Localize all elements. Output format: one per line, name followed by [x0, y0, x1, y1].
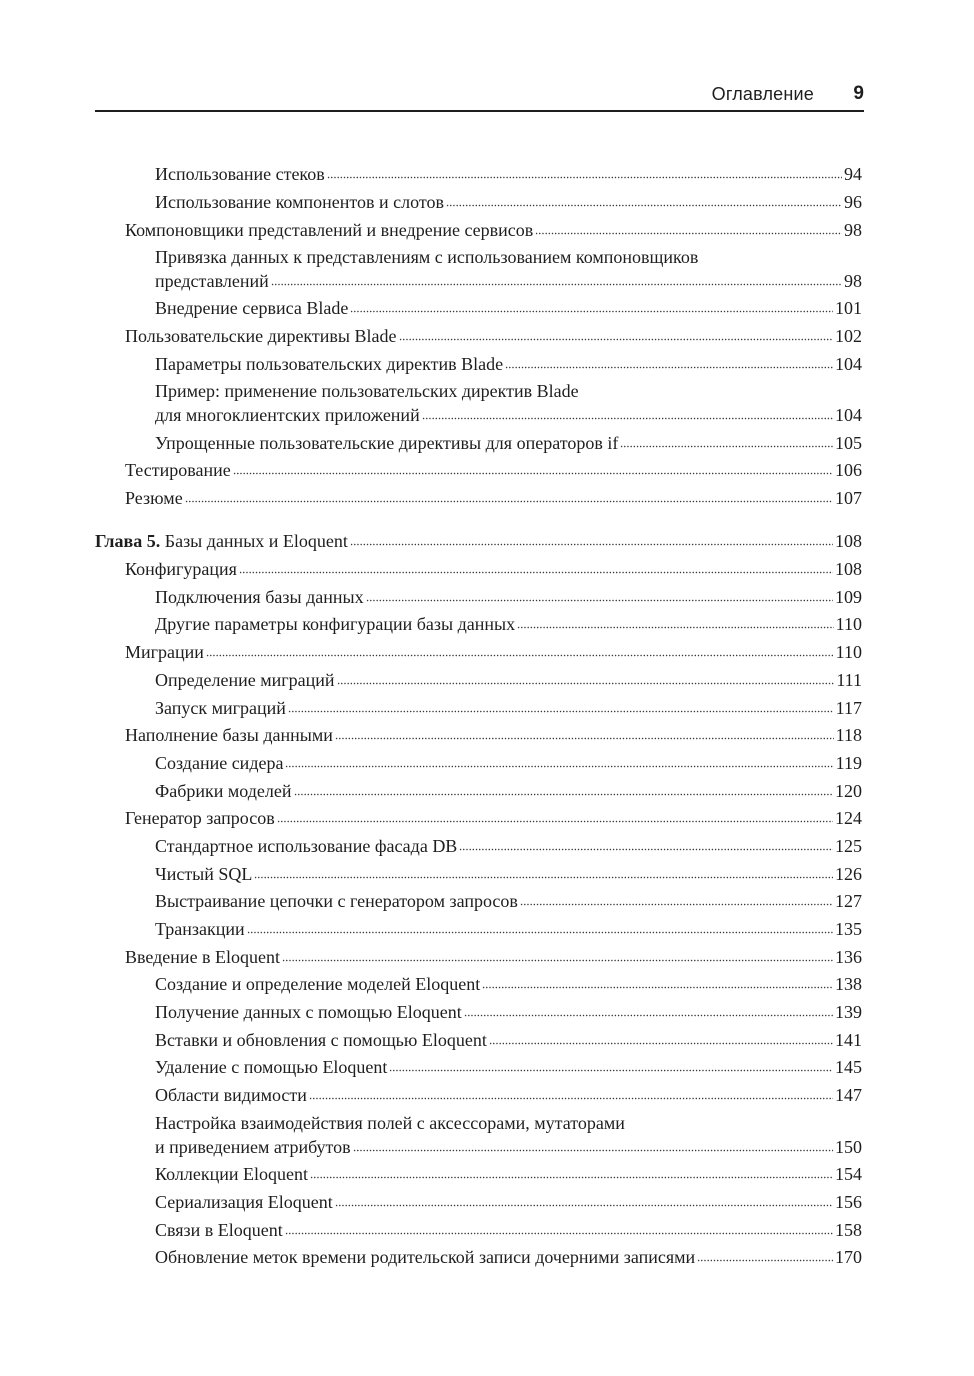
toc-entry-page: 150 — [835, 1137, 862, 1157]
toc-entry-title: Вставки и обновления с помощью Eloquent — [155, 1030, 487, 1050]
dot-leader — [350, 542, 833, 547]
toc-entry-title: Параметры пользовательских директив Blade — [155, 354, 504, 374]
toc-entry-title: Миграции — [125, 642, 204, 662]
dot-leader — [288, 709, 834, 714]
toc-entry-page: 101 — [835, 298, 862, 318]
dot-leader — [366, 598, 833, 603]
toc-entry-title: Компоновщики представлений и внедрение сервисов — [125, 220, 534, 240]
toc-entry-title: Создание и определение моделей Eloquent — [155, 974, 481, 994]
dot-leader — [505, 365, 833, 370]
toc-entry-page: 104 — [835, 354, 862, 374]
dot-leader — [247, 930, 833, 935]
dot-leader — [254, 875, 833, 880]
toc-entry-page: 138 — [835, 974, 862, 994]
toc-entry-page: 110 — [835, 614, 862, 634]
toc-entry-page: 147 — [835, 1085, 862, 1105]
toc-entry-factories[interactable] — [155, 779, 862, 803]
dot-leader — [335, 736, 834, 741]
dot-leader — [310, 1175, 833, 1180]
toc-entry-db-connections[interactable] — [155, 585, 862, 609]
toc-entry-title: Сериализация Eloquent — [155, 1192, 333, 1212]
toc-entry-title: Обновление меток времени родительской записи дочерними записями — [155, 1247, 696, 1267]
toc-entry-title: Использование стеков — [155, 164, 325, 184]
toc-entry-page: 135 — [835, 919, 862, 939]
toc-entry-page: 111 — [836, 670, 862, 690]
toc-entry-page: 98 — [844, 271, 862, 291]
toc-entry-binding[interactable] — [155, 269, 862, 293]
toc-entry-run-migrations[interactable] — [155, 696, 862, 720]
toc-entry-page: 125 — [835, 836, 862, 856]
dot-leader — [482, 985, 833, 990]
toc-entry-page: 117 — [835, 698, 862, 718]
dot-leader — [309, 1096, 833, 1101]
toc-entry-create-models[interactable] — [155, 972, 862, 996]
toc-entry-delete[interactable] — [155, 1055, 862, 1079]
toc-entry-title: Тестирование — [125, 460, 231, 480]
dot-leader — [335, 1203, 833, 1208]
running-header — [95, 82, 864, 112]
toc-entry-page: 108 — [835, 531, 862, 551]
toc-entry-title: Получение данных с помощью Eloquent — [155, 1002, 462, 1022]
dot-leader — [697, 1258, 833, 1263]
page-number: 9 — [853, 83, 864, 104]
dot-leader — [285, 764, 833, 769]
toc-entry-title: Создание сидера — [155, 753, 284, 773]
dot-leader — [337, 681, 835, 686]
toc-entry-create-seeder[interactable] — [155, 751, 862, 775]
toc-chapter-5[interactable] — [95, 529, 862, 553]
toc-entry-relations[interactable] — [155, 1218, 862, 1242]
toc-entry-db-facade[interactable] — [155, 834, 862, 858]
toc-entry-migrations[interactable] — [125, 640, 862, 664]
dot-leader — [271, 282, 842, 287]
toc-entry-title: Введение в Eloquent — [125, 947, 281, 967]
toc-entry-title: Транзакции — [155, 919, 245, 939]
toc-entry-collections[interactable] — [155, 1162, 862, 1186]
toc-entry-page: 102 — [835, 326, 862, 346]
dot-leader — [489, 1041, 833, 1046]
toc-entry-page: 156 — [835, 1192, 862, 1212]
toc-entry-title: Связи в Eloquent — [155, 1220, 283, 1240]
toc-entry-title: Фабрики моделей — [155, 781, 292, 801]
toc-entry-testing[interactable] — [125, 458, 862, 482]
toc-entry-page: 127 — [835, 891, 862, 911]
dot-leader — [327, 175, 842, 180]
toc-entry-page: 106 — [835, 460, 862, 480]
toc-entry-page: 109 — [835, 587, 862, 607]
toc-entry-page: 118 — [835, 725, 862, 745]
toc-entry-composers[interactable] — [125, 218, 862, 242]
toc-entry-page: 108 — [835, 559, 862, 579]
toc-entry-summary[interactable] — [125, 486, 862, 510]
toc-entry-page: 124 — [835, 808, 862, 828]
toc-entry-page: 107 — [835, 488, 862, 508]
toc-entry-title: Стандартное использование фасада DB — [155, 836, 458, 856]
dot-leader — [389, 1068, 833, 1073]
toc-entry-page: 94 — [844, 164, 862, 184]
toc-entry-title: Генератор запросов — [125, 808, 275, 828]
dot-leader — [620, 444, 833, 449]
dot-leader — [239, 570, 833, 575]
dot-leader — [353, 1148, 833, 1153]
toc-entry-title: представлений — [155, 271, 269, 291]
toc-entry-title: Резюме — [125, 488, 183, 508]
toc-entry-serialization[interactable] — [155, 1190, 862, 1214]
toc-entry-chaining[interactable] — [155, 889, 862, 913]
toc-entry-raw-sql[interactable] — [155, 862, 862, 886]
toc-entry-page: 119 — [835, 753, 862, 773]
toc-entry-page: 110 — [835, 642, 862, 662]
toc-entry-transactions[interactable] — [155, 917, 862, 941]
dot-leader — [285, 1231, 833, 1236]
toc-entry-title: для многоклиентских приложений — [155, 405, 420, 425]
toc-entry-page: 126 — [835, 864, 862, 884]
toc-entry-page: 104 — [835, 405, 862, 425]
chapter-title: Базы данных и Eloquent — [164, 531, 348, 551]
dot-leader — [422, 416, 833, 421]
dot-leader — [520, 902, 833, 907]
toc-entry-binding-line1[interactable]: Привязка данных к представлениям с использованием компоновщиков — [155, 247, 699, 267]
toc-entry-title: Пользовательские директивы Blade — [125, 326, 397, 346]
toc-entry-seeding[interactable] — [125, 723, 862, 747]
toc-entry-title: Удаление с помощью Eloquent — [155, 1057, 388, 1077]
toc-entry-query-builder[interactable] — [125, 806, 862, 830]
toc-entry-title: Подключения базы данных — [155, 587, 364, 607]
toc-entry-page: 158 — [835, 1220, 862, 1240]
chapter-label: Глава 5. — [95, 531, 161, 551]
toc-entry-title: Внедрение сервиса Blade — [155, 298, 349, 318]
dot-leader — [294, 792, 833, 797]
toc-entry-directive-params[interactable] — [155, 352, 862, 376]
toc-entry-simplified[interactable] — [155, 431, 862, 455]
toc-entry-title: Наполнение базы данными — [125, 725, 333, 745]
dot-leader — [282, 958, 833, 963]
toc-entry-page: 96 — [844, 192, 862, 212]
dot-leader — [233, 471, 833, 476]
toc-entry-example[interactable] — [155, 403, 862, 427]
dot-leader — [399, 337, 833, 342]
toc-entry-example-line1[interactable]: Пример: применение пользовательских директив Blade — [155, 381, 579, 401]
toc-entry-scopes[interactable] — [155, 1083, 862, 1107]
toc-entry-retrieve[interactable] — [155, 1000, 862, 1024]
dot-leader — [446, 203, 842, 208]
dot-leader — [535, 231, 842, 236]
toc-entry-custom-directives[interactable] — [125, 324, 862, 348]
toc-entry-components[interactable] — [155, 190, 862, 214]
toc-entry-page: 141 — [835, 1030, 862, 1050]
toc-entry-config[interactable] — [125, 557, 862, 581]
toc-entry-title: Использование компонентов и слотов — [155, 192, 444, 212]
toc-entry-title: Области видимости — [155, 1085, 307, 1105]
toc-entry-service-inject[interactable] — [155, 296, 862, 320]
toc-entry-title: Конфигурация — [125, 559, 237, 579]
toc-entry-title: Определение миграций — [155, 670, 335, 690]
dot-leader — [459, 847, 833, 852]
dot-leader — [277, 819, 833, 824]
dot-leader — [517, 625, 834, 630]
toc-entry-inserts[interactable] — [155, 1028, 862, 1052]
toc-entry-eloquent-intro[interactable] — [125, 945, 862, 969]
toc-entry-accessors[interactable] — [155, 1135, 862, 1159]
toc-entry-title: Запуск миграций — [155, 698, 286, 718]
toc-entry-title: Упрощенные пользовательские директивы для операторов if — [155, 433, 619, 453]
toc-entry-title: Коллекции Eloquent — [155, 1164, 308, 1184]
header-title: Оглавление — [711, 84, 814, 104]
dot-leader — [185, 499, 833, 504]
toc-entry-accessors-line1[interactable]: Настройка взаимодействия полей с аксессорами, мутаторами — [155, 1113, 625, 1133]
toc-entry-define-migrations[interactable] — [155, 668, 862, 692]
toc-entry-page: 139 — [835, 1002, 862, 1022]
toc-entry-title: Выстраивание цепочки с генератором запросов — [155, 891, 518, 911]
toc-entry-page: 120 — [835, 781, 862, 801]
toc-entry-touches[interactable] — [155, 1245, 862, 1269]
toc-entry-page: 145 — [835, 1057, 862, 1077]
toc-entry-stacks[interactable] — [155, 162, 862, 186]
dot-leader — [350, 309, 833, 314]
toc-entry-title: Другие параметры конфигурации базы данных — [155, 614, 516, 634]
toc-entry-title: и приведением атрибутов — [155, 1137, 351, 1157]
toc-entry-page: 136 — [835, 947, 862, 967]
dot-leader — [206, 653, 834, 658]
toc-entry-page: 154 — [835, 1164, 862, 1184]
dot-leader — [464, 1013, 833, 1018]
toc-entry-title: Чистый SQL — [155, 864, 253, 884]
toc-entry-page: 170 — [835, 1247, 862, 1267]
toc-entry-other-params[interactable] — [155, 612, 862, 636]
toc-entry-page: 105 — [835, 433, 862, 453]
toc-entry-page: 98 — [844, 220, 862, 240]
